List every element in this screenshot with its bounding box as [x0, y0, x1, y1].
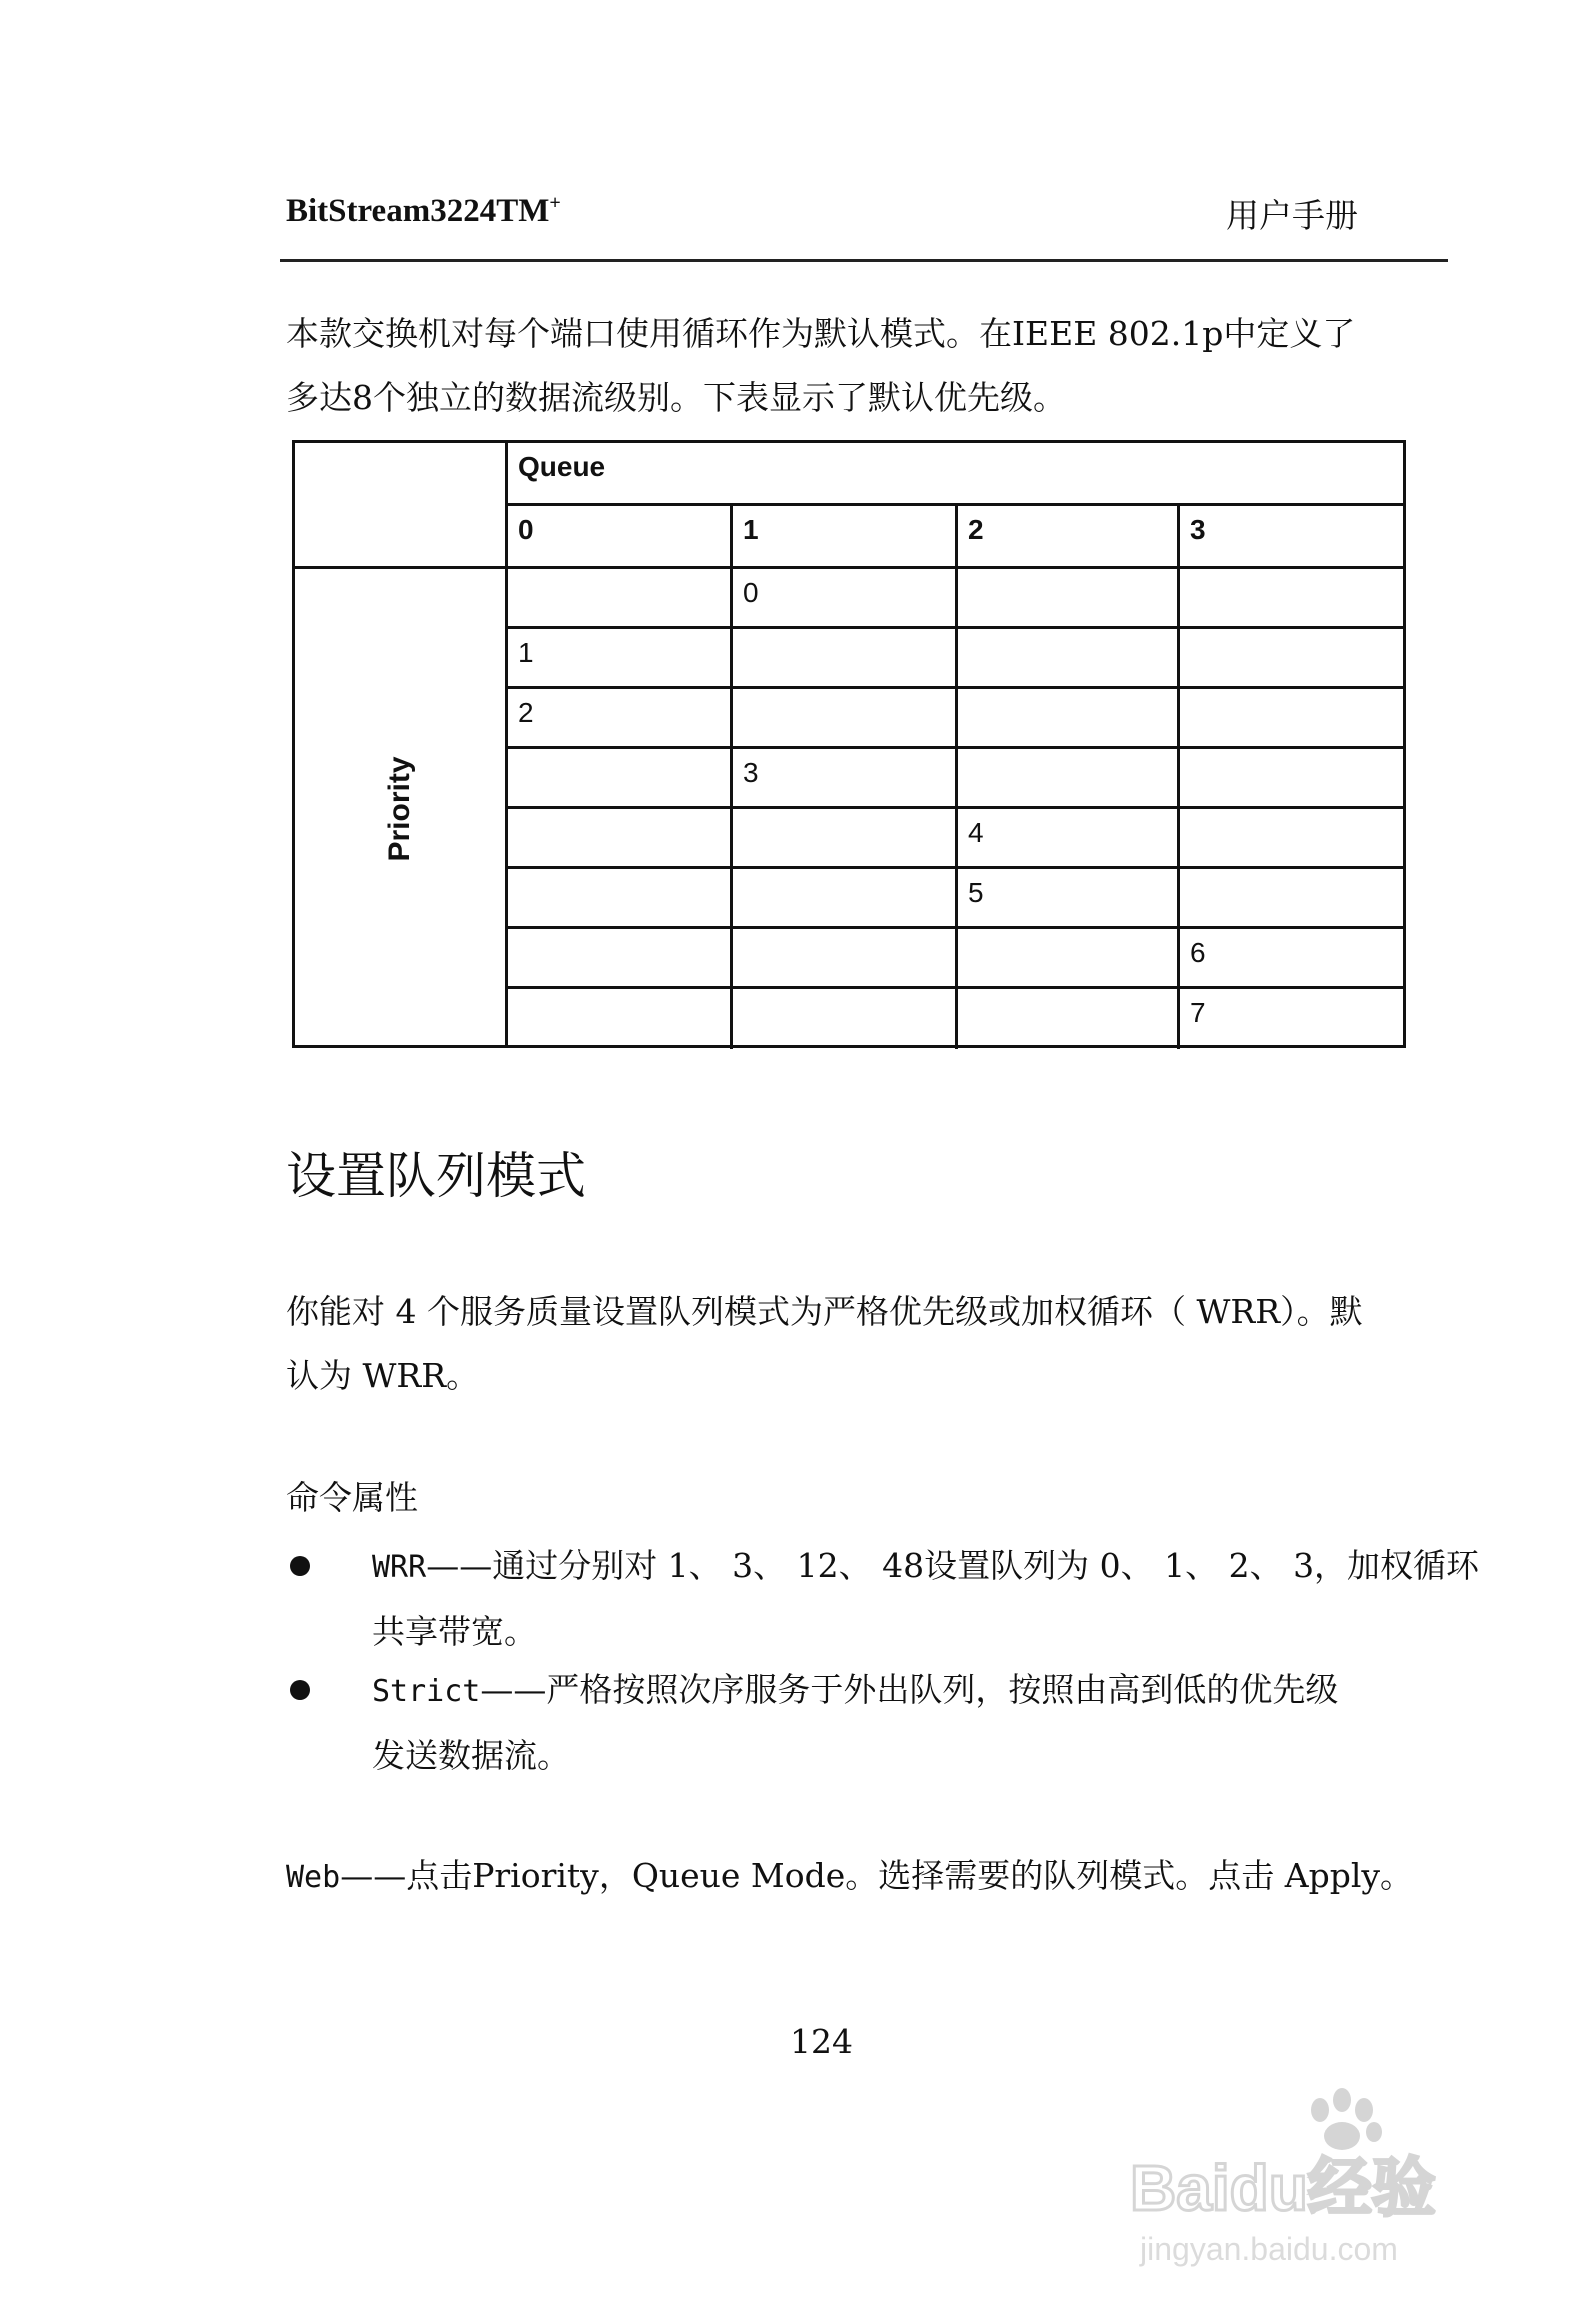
table-cell: 2 [508, 689, 733, 749]
svg-text:jingyan.baidu.com: jingyan.baidu.com [1140, 2231, 1398, 2267]
table-corner-cell [295, 443, 508, 569]
table-cell [733, 929, 958, 989]
table-cell: 4 [958, 809, 1180, 869]
page-number: 124 [790, 2022, 853, 2061]
table-cell [508, 869, 733, 929]
table-cell [1180, 569, 1403, 629]
table-cell [1180, 689, 1403, 749]
table-cell [958, 569, 1180, 629]
table-cell [1180, 809, 1403, 869]
section-paragraph: 你能对 4 个服务质量设置队列模式为严格优先级或加权循环（ WRR）。默 认为 WRR。 [286, 1292, 1363, 1395]
table-cell [733, 689, 958, 749]
table-cell: 0 [733, 569, 958, 629]
bullet-dot-icon [290, 1556, 310, 1576]
table-cell [1180, 629, 1403, 689]
table-cell [733, 989, 958, 1049]
table-cell [508, 749, 733, 809]
table-cell: 6 [1180, 929, 1403, 989]
table-cell [508, 989, 733, 1049]
queue-column-1: 1 [733, 506, 958, 569]
svg-text:Baidu经验: Baidu经验 [1130, 2152, 1436, 2224]
table-cell [958, 929, 1180, 989]
table-cell: 5 [958, 869, 1180, 929]
queue-header: Queue [508, 443, 1403, 506]
table-cell: 7 [1190, 997, 1206, 1028]
table-cell [958, 629, 1180, 689]
attributes-title: 命令属性 [286, 1478, 418, 1517]
table-cell [958, 689, 1180, 749]
table-cell [508, 569, 733, 629]
document-subtitle: 用户手册 [1226, 196, 1358, 235]
baidu-watermark [1130, 2070, 1510, 2270]
table-cell [733, 809, 958, 869]
table-cell [508, 929, 733, 989]
table-cell [1180, 749, 1403, 809]
bullet-wrr: WRR——通过分别对 1、 3、 12、 48设置队列为 0、 1、 2、 3，加权循环 共享带宽。 [286, 1534, 1446, 1664]
header-divider [280, 259, 1448, 262]
table-cell [733, 629, 958, 689]
table-cell [733, 869, 958, 929]
section-title: 设置队列模式 [286, 1147, 586, 1205]
paw-icon [1311, 2088, 1382, 2150]
queue-column-2: 2 [958, 506, 1180, 569]
bullet-key: Strict [372, 1674, 481, 1709]
bullet-dot-icon [290, 1680, 310, 1700]
table-cell [958, 749, 1180, 809]
intro-paragraph: 本款交换机对每个端口使用循环作为默认模式。在IEEE 802.1p中定义了 多达8个独立的数据流级别。下表显示了默认优先级。 [286, 314, 1356, 417]
bullet-strict: Strict——严格按照次序服务于外出队列，按照由高到低的优先级 发送数据流。 [286, 1658, 1446, 1788]
queue-column-3: 3 [1180, 506, 1403, 569]
table-cell: 3 [733, 749, 958, 809]
table-cell: 1 [508, 629, 733, 689]
table-cell [1180, 869, 1403, 929]
queue-column-0: 0 [508, 506, 733, 569]
web-instruction: Web——点击Priority，Queue Mode。选择需要的队列模式。点击 Apply。 [286, 1856, 1414, 1895]
priority-header: Priority [295, 569, 508, 1048]
document-title: BitStream3224TM+ [286, 192, 561, 229]
priority-queue-table [292, 440, 1406, 1048]
table-cell [508, 809, 733, 869]
table-cell [958, 989, 1180, 1049]
bullet-key: WRR [372, 1550, 427, 1585]
